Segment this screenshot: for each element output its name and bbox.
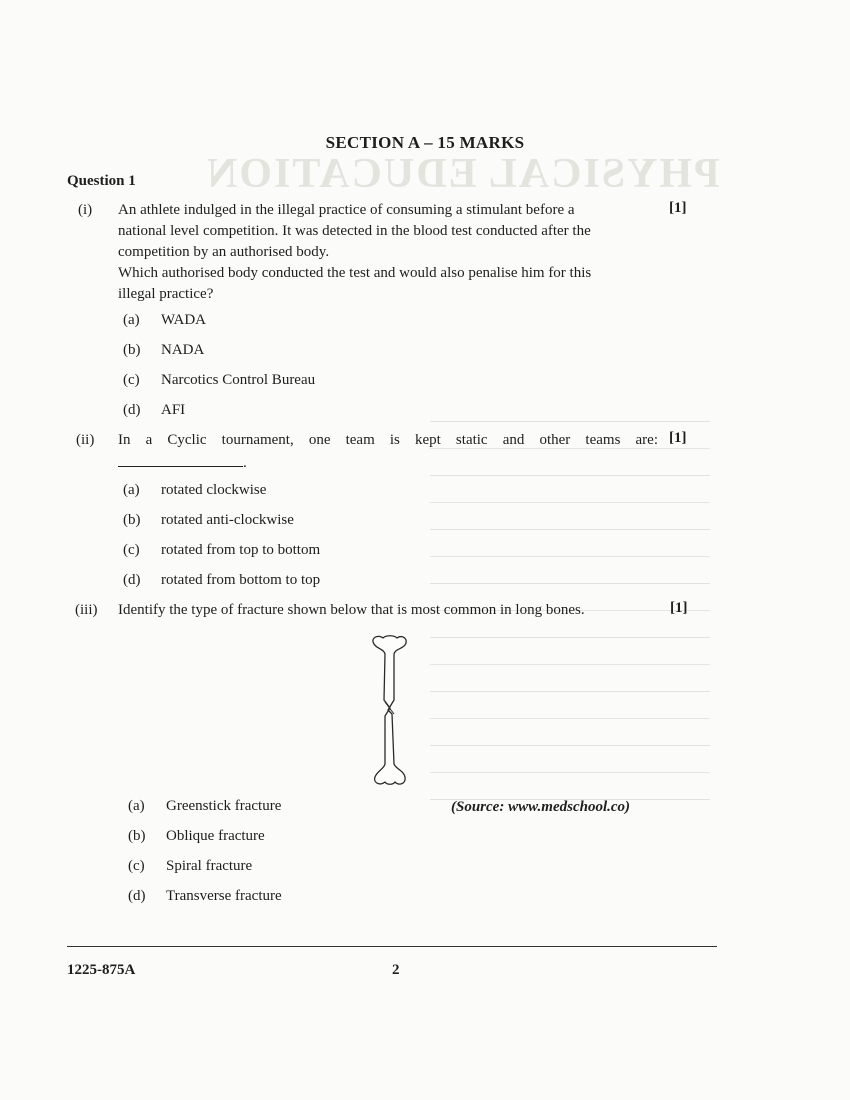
q2-marks: [1] bbox=[669, 430, 687, 446]
section-title: SECTION A – 15 MARKS bbox=[325, 133, 525, 152]
q3-number: (iii) bbox=[75, 602, 98, 618]
bleed-through-lines bbox=[430, 395, 710, 855]
q1-line: illegal practice? bbox=[118, 286, 214, 302]
q1-option-d-text: AFI bbox=[161, 402, 186, 418]
page-number: 2 bbox=[392, 962, 400, 978]
q1-option-b-label: (b) bbox=[123, 342, 141, 358]
q3-option-d-text: Transverse fracture bbox=[166, 888, 282, 904]
q2-option-b-label: (b) bbox=[123, 512, 141, 528]
footer-divider bbox=[67, 946, 717, 947]
q2-option-a-label: (a) bbox=[123, 482, 140, 498]
q1-option-a-text: WADA bbox=[161, 312, 206, 328]
q1-line: Which authorised body conducted the test and would also penalise him for this bbox=[118, 265, 592, 281]
q3-option-c-label: (c) bbox=[128, 858, 145, 874]
q3-option-b-text: Oblique fracture bbox=[166, 828, 265, 844]
q2-option-c-label: (c) bbox=[123, 542, 140, 558]
q2-option-a-text: rotated clockwise bbox=[161, 482, 267, 498]
q3-option-c-text: Spiral fracture bbox=[166, 858, 253, 874]
q1-option-b-text: NADA bbox=[161, 342, 205, 358]
paper-code: 1225-875A bbox=[67, 962, 136, 978]
q2-option-c-text: rotated from top to bottom bbox=[161, 542, 321, 558]
q2-text: In a Cyclic tournament, one team is kept static and other teams are: bbox=[118, 432, 658, 448]
question-heading: Question 1 bbox=[67, 173, 136, 189]
q3-option-a-text: Greenstick fracture bbox=[166, 798, 282, 814]
q1-line: national level competition. It was detected in the blood test conducted after the bbox=[118, 223, 591, 239]
q2-answer-blank: . bbox=[118, 452, 247, 472]
q2-option-d-label: (d) bbox=[123, 572, 141, 588]
q1-option-d-label: (d) bbox=[123, 402, 141, 418]
q1-option-a-label: (a) bbox=[123, 312, 140, 328]
q3-marks: [1] bbox=[670, 600, 688, 616]
q1-option-c-label: (c) bbox=[123, 372, 140, 388]
q3-option-b-label: (b) bbox=[128, 828, 146, 844]
q2-number: (ii) bbox=[76, 432, 95, 448]
q2-option-d-text: rotated from bottom to top bbox=[161, 572, 321, 588]
q2-option-b-text: rotated anti-clockwise bbox=[161, 512, 294, 528]
q1-option-c-text: Narcotics Control Bureau bbox=[161, 372, 316, 388]
q1-marks: [1] bbox=[669, 200, 687, 216]
fractured-long-bone-image bbox=[368, 634, 412, 786]
q1-line: competition by an authorised body. bbox=[118, 244, 330, 260]
q3-text: Identify the type of fracture shown below that is most common in long bones. bbox=[118, 602, 585, 618]
image-source-caption: (Source: www.medschool.co) bbox=[451, 799, 631, 815]
q1-text bbox=[118, 200, 658, 305]
bleed-through-text: PHYSICAL EDUCATION bbox=[205, 151, 720, 197]
q1-line: An athlete indulged in the illegal practice of consuming a stimulant before a bbox=[118, 202, 575, 218]
q3-option-a-label: (a) bbox=[128, 798, 145, 814]
q1-number: (i) bbox=[78, 202, 93, 218]
q3-option-d-label: (d) bbox=[128, 888, 146, 904]
